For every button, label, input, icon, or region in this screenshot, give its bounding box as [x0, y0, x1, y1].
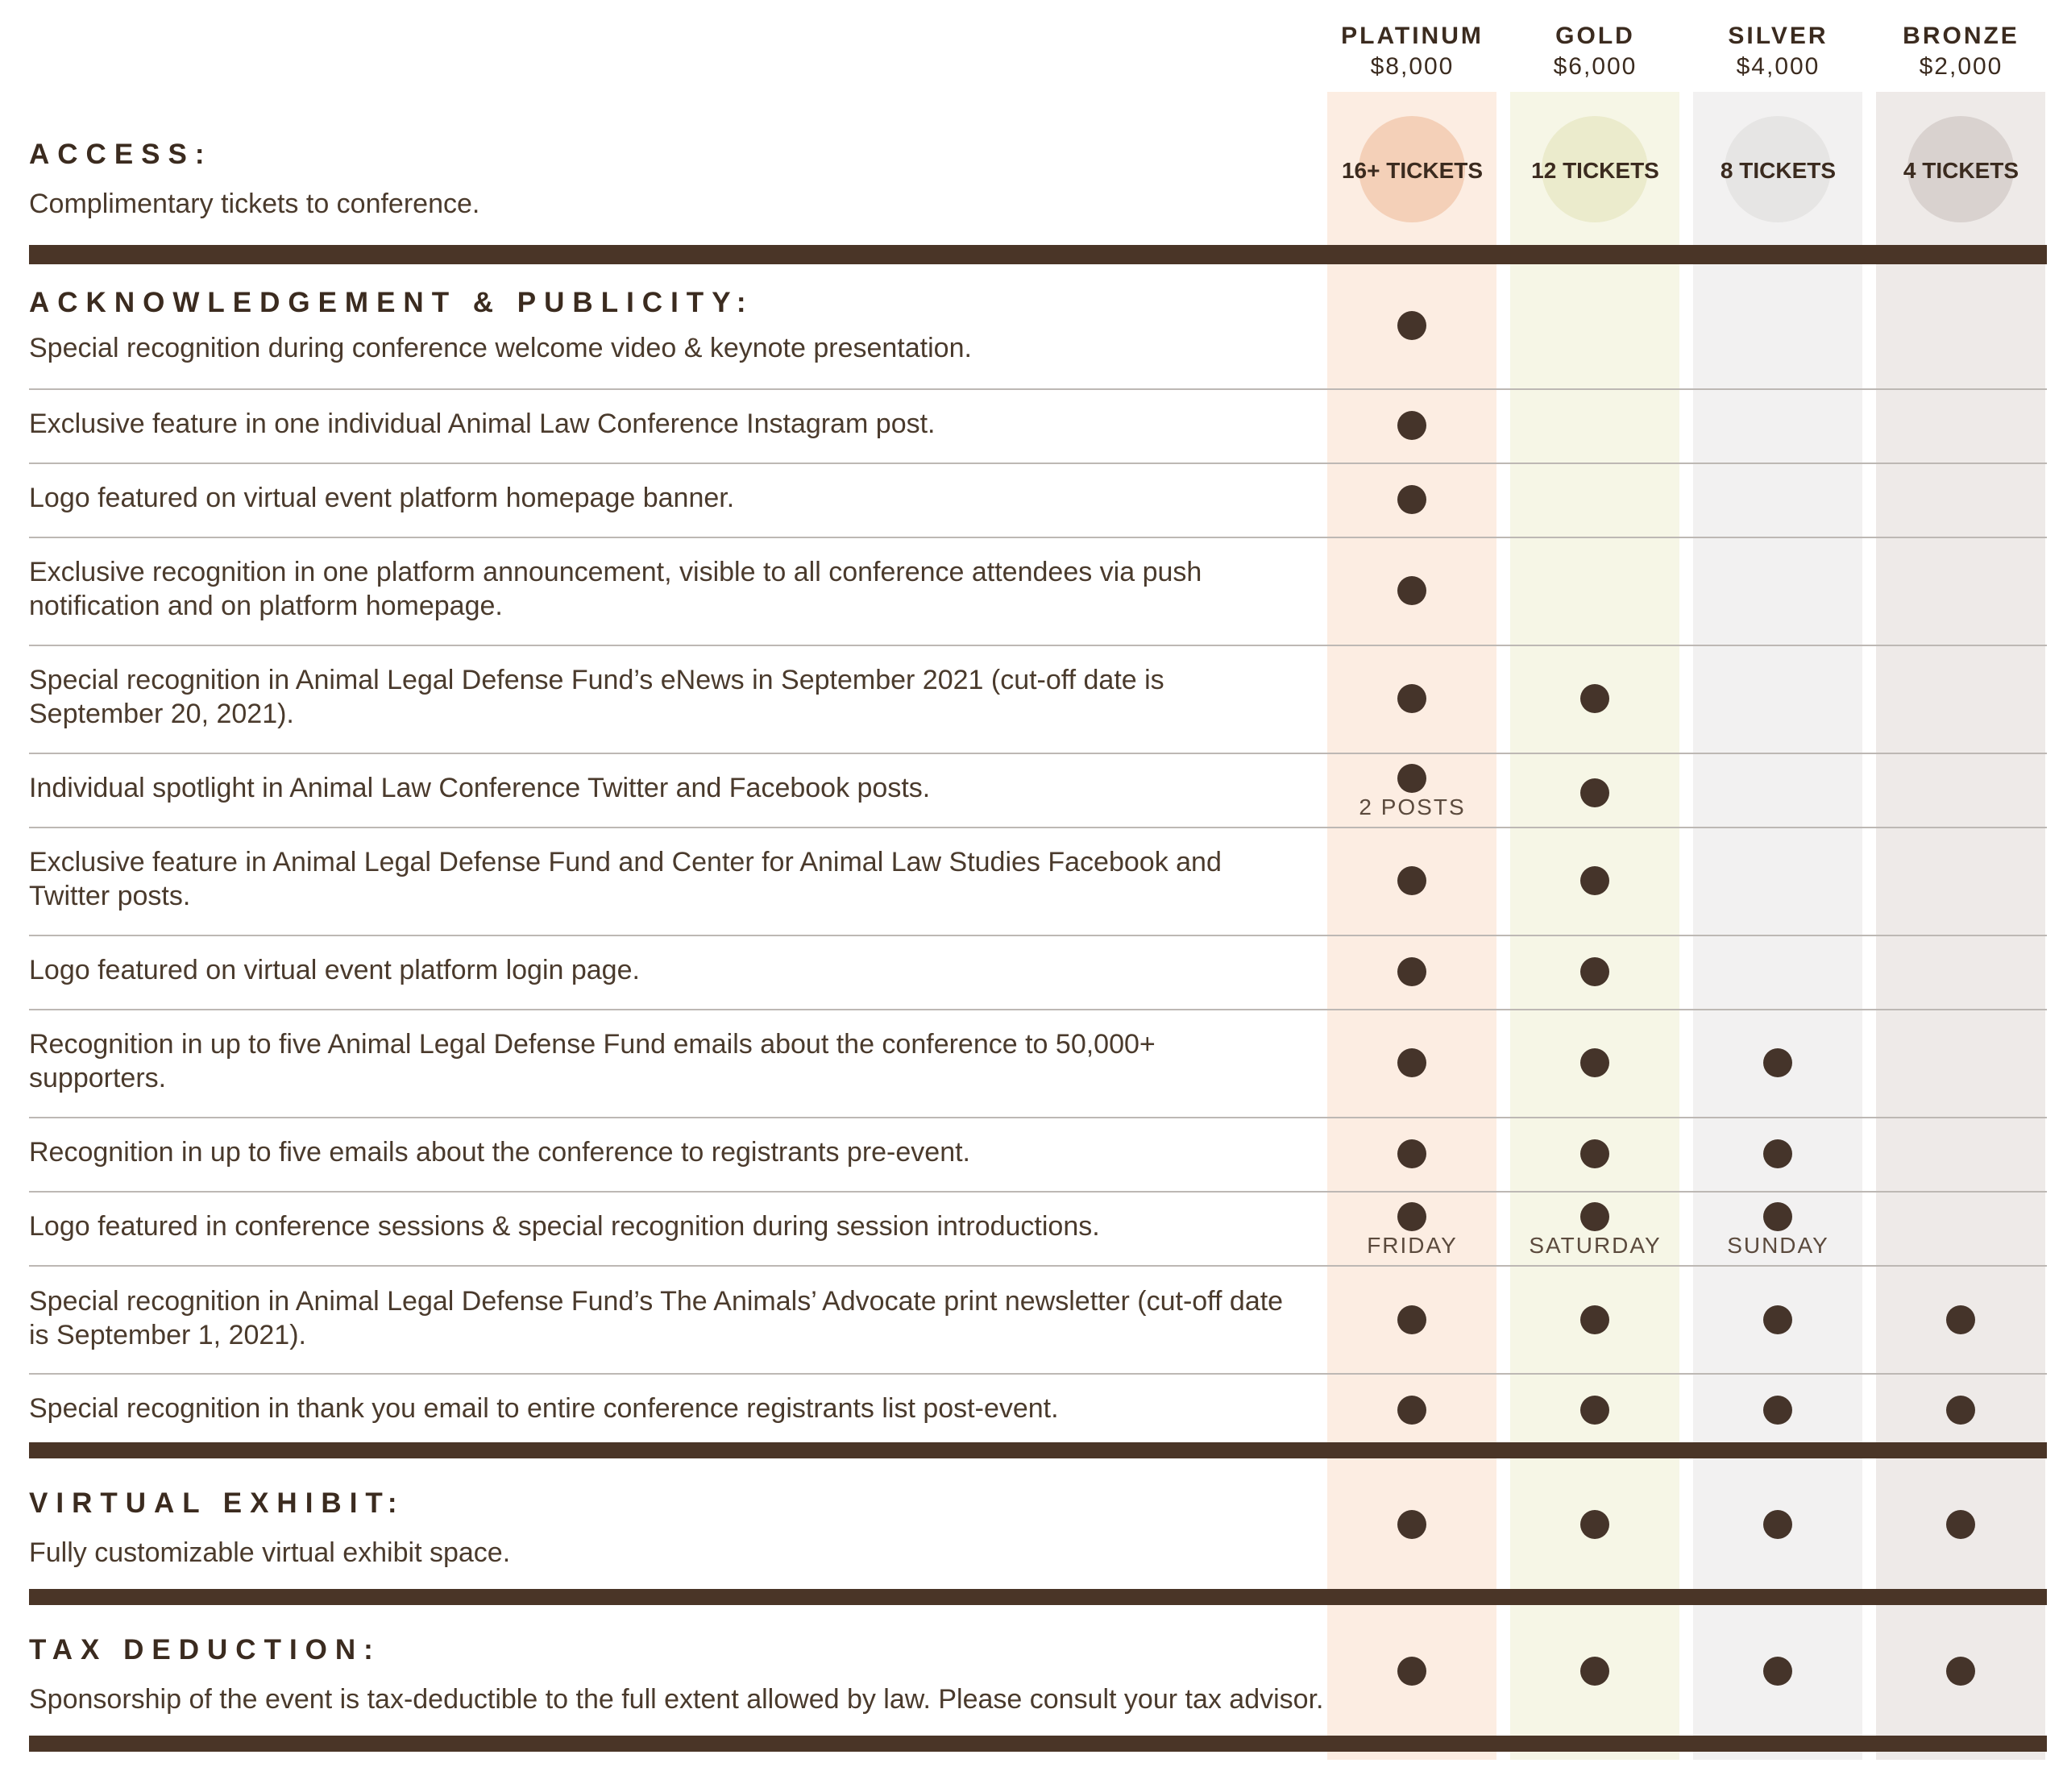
tier-name: BRONZE	[1903, 23, 2019, 49]
included-dot	[1397, 1510, 1426, 1539]
row-divider	[29, 388, 2047, 390]
included-dot	[1580, 778, 1609, 807]
row-divider	[29, 537, 2047, 538]
row-divider	[29, 463, 2047, 464]
included-dot	[1397, 576, 1426, 605]
included-dot	[1763, 1510, 1792, 1539]
included-dot	[1397, 1048, 1426, 1077]
ticket-count: 16+ TICKETS	[1341, 158, 1484, 183]
included-dot	[1946, 1396, 1975, 1425]
benefit-text: Logo featured in conference sessions & special recognition during session introductions.	[29, 1211, 1100, 1242]
benefit-text: Exclusive recognition in one platform announcement, visible to all conference attendees via push notification and on platform homepage.	[29, 557, 1202, 621]
section-title-virtual-exhibit: VIRTUAL EXHIBIT:	[29, 1487, 405, 1519]
virtual-exhibit-description: Fully customizable virtual exhibit space.	[29, 1537, 511, 1568]
included-dot	[1580, 1657, 1609, 1686]
included-dot	[1397, 764, 1426, 793]
included-dot	[1763, 1657, 1792, 1686]
benefit-text: Recognition in up to five emails about the conference to registrants pre-event.	[29, 1137, 971, 1168]
tier-price: $6,000	[1553, 53, 1638, 80]
tier-price: $8,000	[1370, 53, 1455, 80]
included-dot	[1397, 957, 1426, 986]
benefit-text: Special recognition in Animal Legal Defense Fund’s eNews in September 2021 (cut-off date is September 20, 2021).	[29, 665, 1164, 729]
included-dot	[1580, 1139, 1609, 1168]
tier-name: GOLD	[1555, 23, 1635, 49]
benefit-text: Logo featured on virtual event platform homepage banner.	[29, 483, 735, 513]
included-dot	[1763, 1305, 1792, 1334]
access-description: Complimentary tickets to conference.	[29, 189, 480, 219]
benefit-text: Logo featured on virtual event platform login page.	[29, 955, 640, 985]
row-divider	[29, 1009, 2047, 1010]
benefit-text: Special recognition in thank you email to entire conference registrants list post-event.	[29, 1393, 1059, 1424]
included-dot	[1580, 1305, 1609, 1334]
included-dot	[1763, 1202, 1792, 1231]
benefit-text: Special recognition during conference welcome video & keynote presentation.	[29, 333, 972, 363]
row-divider	[29, 827, 2047, 828]
ticket-count: 8 TICKETS	[1720, 158, 1837, 183]
included-dot	[1580, 1048, 1609, 1077]
section-title-acknowledgement: ACKNOWLEDGEMENT & PUBLICITY:	[29, 287, 754, 318]
included-dot	[1580, 1202, 1609, 1231]
included-dot	[1397, 1396, 1426, 1425]
tier-header	[1504, 21, 1687, 82]
included-dot	[1580, 1510, 1609, 1539]
included-dot	[1397, 485, 1426, 514]
benefit-text: Individual spotlight in Animal Law Conference Twitter and Facebook posts.	[29, 773, 931, 803]
benefit-text: Exclusive feature in one individual Animal Law Conference Instagram post.	[29, 409, 936, 439]
row-divider	[29, 753, 2047, 754]
included-dot	[1397, 1202, 1426, 1231]
included-dot	[1397, 1139, 1426, 1168]
section-title-access: ACCESS:	[29, 139, 213, 170]
included-dot	[1397, 411, 1426, 440]
included-dot	[1763, 1048, 1792, 1077]
row-divider	[29, 1373, 2047, 1375]
tier-header	[1321, 21, 1504, 82]
row-divider	[29, 1265, 2047, 1267]
included-dot	[1763, 1396, 1792, 1425]
section-divider	[29, 245, 2047, 264]
included-dot	[1397, 1305, 1426, 1334]
tier-name: PLATINUM	[1341, 23, 1484, 49]
benefit-text: Exclusive feature in Animal Legal Defense Fund and Center for Animal Law Studies Facebook and Twitter posts.	[29, 847, 1222, 911]
row-divider	[29, 1117, 2047, 1118]
tier-note: 2 POSTS	[1359, 794, 1466, 819]
section-divider	[29, 1442, 2047, 1458]
ticket-count: 12 TICKETS	[1531, 158, 1659, 183]
benefit-text: Recognition in up to five Animal Legal Defense Fund emails about the conference to 50,000+ supporters.	[29, 1029, 1156, 1093]
row-divider	[29, 645, 2047, 646]
row-divider	[29, 1191, 2047, 1193]
tier-note: SATURDAY	[1529, 1233, 1662, 1258]
ticket-count: 4 TICKETS	[1903, 158, 2019, 183]
tier-note: FRIDAY	[1367, 1233, 1458, 1258]
included-dot	[1580, 1396, 1609, 1425]
section-title-tax-deduction: TAX DEDUCTION:	[29, 1634, 381, 1665]
tier-note: SUNDAY	[1727, 1233, 1829, 1258]
included-dot	[1763, 1139, 1792, 1168]
included-dot	[1580, 866, 1609, 895]
tier-name: SILVER	[1728, 23, 1828, 49]
tier-price: $2,000	[1919, 53, 2003, 80]
included-dot	[1580, 684, 1609, 713]
tax-deduction-description: Sponsorship of the event is tax-deductible to the full extent allowed by law. Please consult your tax advisor.	[29, 1684, 1324, 1715]
row-divider	[29, 935, 2047, 936]
tier-header	[1870, 21, 2053, 82]
included-dot	[1397, 311, 1426, 340]
included-dot	[1580, 957, 1609, 986]
benefit-text: Special recognition in Animal Legal Defense Fund’s The Animals’ Advocate print newsletter (cut-off date is September 1, 2021).	[29, 1286, 1284, 1350]
included-dot	[1397, 1657, 1426, 1686]
tier-price: $4,000	[1736, 53, 1820, 80]
section-divider	[29, 1589, 2047, 1605]
section-divider	[29, 1736, 2047, 1752]
included-dot	[1397, 866, 1426, 895]
included-dot	[1946, 1510, 1975, 1539]
included-dot	[1397, 684, 1426, 713]
tier-header	[1687, 21, 1870, 82]
included-dot	[1946, 1657, 1975, 1686]
included-dot	[1946, 1305, 1975, 1334]
